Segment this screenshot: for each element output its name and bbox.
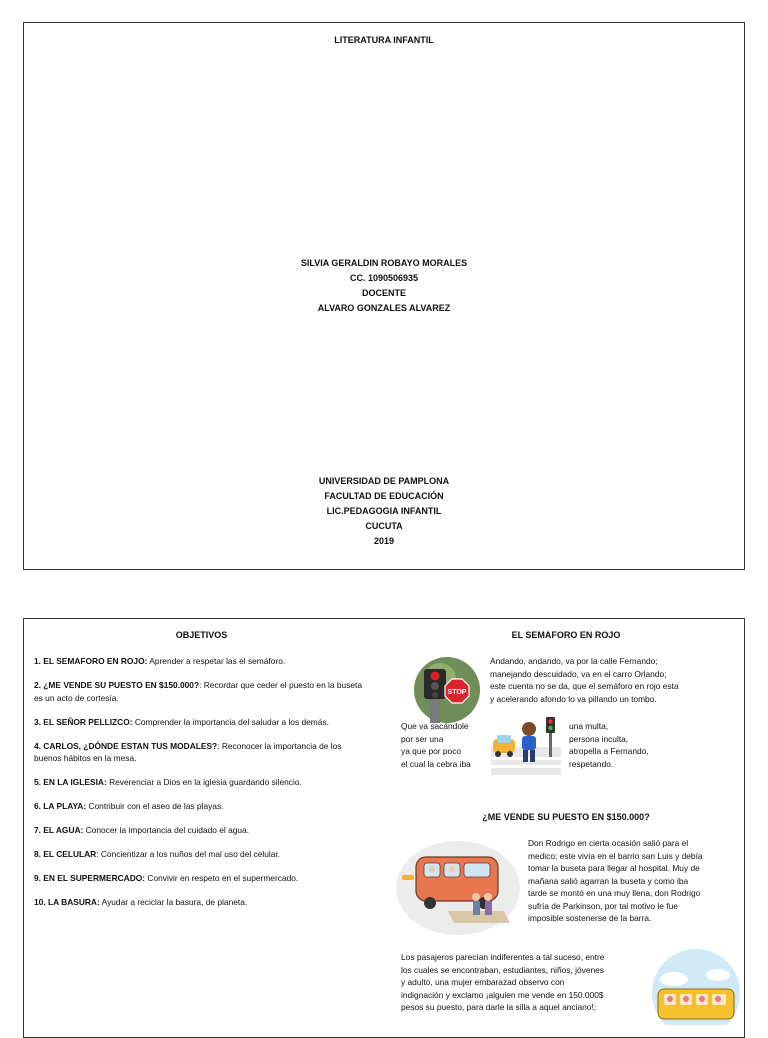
objective-text: Ayudar a reciclar la basura, de planeta. — [99, 897, 248, 907]
story2-line: pesos su puesto, para darle la silla a aquel anciano!; — [401, 1002, 597, 1012]
story2-line: sufría de Parkinson, por tal motivo le fue — [528, 900, 678, 911]
program-name: LIC.PEDAGOGIA INFANTIL — [326, 506, 442, 516]
objective-item — [34, 655, 364, 668]
teacher-name: ALVARO GONZALES ALVAREZ — [317, 303, 451, 313]
objective-text: Contribuir con el aseo de las playas. — [86, 801, 224, 811]
story2-line: Don Rodrigo en cierta ocasión salió para el — [528, 838, 689, 848]
objective-item — [34, 740, 364, 765]
story1-line: Andando, andando, va por la calle Fernando; — [490, 656, 658, 666]
school-bus-illustration — [648, 949, 744, 1025]
author-name: SILVIA GERALDIN ROBAYO MORALES — [300, 258, 468, 268]
cover-page — [23, 22, 745, 570]
story1-right-column — [569, 720, 649, 770]
story1-left-line: ya que por poco — [401, 746, 462, 756]
story1-line: manejando descuidado, va en el carro Orlando; — [490, 668, 667, 679]
author-id: CC. 1090506935 — [349, 273, 419, 283]
traffic-light-stop-illustration — [410, 657, 484, 723]
teacher-label: DOCENTE — [361, 288, 406, 298]
objective-label: 4. CARLOS, ¿DÓNDE ESTAN TUS MODALES? — [34, 740, 218, 751]
objective-label: 10. LA BASURA: — [34, 897, 100, 907]
objective-text: Comprender la importancia del saludar a los demás. — [132, 716, 329, 727]
objective-text: Reverenciar a Dios en la iglesia guardando silencio. — [106, 777, 302, 787]
objective-item — [34, 824, 364, 837]
objective-text: Aprender a respetar las el semáforo. — [147, 656, 286, 666]
faculty-name: FACULTAD DE EDUCACIÓN — [324, 491, 444, 501]
story1-right-line: una multa, — [569, 721, 609, 731]
story1-left-line: Que va sacándole — [401, 721, 469, 731]
objective-label: 6. LA PLAYA: — [34, 801, 87, 811]
objective-item — [34, 896, 364, 909]
story2-line: tomar la buseta para llegar al hospital. Muy de — [528, 863, 700, 873]
author-block — [24, 256, 744, 316]
objective-label: 2. ¿ME VENDE SU PUESTO EN $150.000? — [34, 680, 200, 690]
objective-label: 8. EL CELULAR — [34, 849, 97, 859]
story1-paragraph — [490, 655, 679, 705]
bus-passenger-illustration — [394, 839, 522, 937]
objective-label: 7. EL AGUA: — [34, 825, 84, 835]
year: 2019 — [373, 536, 395, 546]
objective-item — [34, 716, 364, 729]
objective-text: Convivir en respeto en el supermercado. — [145, 873, 299, 883]
child-crossing-illustration — [491, 713, 561, 775]
story2-heading: ¿ME VENDE SU PUESTO EN $150.000? — [482, 812, 650, 822]
objectives-heading: OBJETIVOS — [175, 630, 228, 640]
cover-title: LITERATURA INFANTIL — [334, 35, 434, 45]
story2-line: indignación y exclamo ¡alguien me vende en 150.000$ — [401, 989, 604, 1000]
story1-right-line: persona inculta, — [569, 733, 629, 744]
story2-line: los cuales se encontraban, estudiantes, niños, jóvenes — [401, 964, 604, 975]
objectives-list — [34, 655, 364, 920]
objective-text: : Recordar que ceder el puesto en la buseta es un acto de cortesía. — [34, 680, 363, 703]
stop-sign-text: STOP — [447, 689, 467, 696]
story2-paragraph-1 — [528, 837, 703, 925]
objective-label: 1. EL SEMAFORO EN ROJO: — [34, 656, 148, 666]
objective-item — [34, 800, 364, 813]
story1-right-line: atropella a Fernando, — [569, 746, 649, 756]
story1-left-column — [401, 720, 471, 770]
story1-right-line: respetando. — [569, 758, 614, 769]
story2-line: mañana salió agarran la buseta y como iba — [528, 875, 689, 886]
objective-text: Conocer la importancia del cuidado el agua. — [83, 825, 250, 835]
institution-block — [24, 474, 744, 549]
story1-left-line: por ser una — [401, 733, 444, 744]
objective-label: 3. EL SEÑOR PELLIZCO: — [34, 716, 133, 727]
objective-label: 9. EN EL SUPERMERCADO: — [34, 873, 146, 883]
story1-line: este cuenta no se da, que el semáforo en rojo esta — [490, 681, 679, 691]
objective-item — [34, 848, 364, 861]
objective-text: : Concientizar a los nuños del mal uso del celular. — [96, 849, 281, 859]
story2-line: Los pasajeros parecían indiferentes a tal suceso, entre — [401, 952, 605, 962]
story1-left-line: el cual la cebra iba — [401, 758, 471, 769]
story2-line: tarde se montó en una muy llena, don Rodrigo — [528, 888, 701, 898]
story1-heading: EL SEMAFORO EN ROJO — [511, 630, 621, 640]
objective-label: 5. EN LA IGLESIA: — [34, 777, 107, 787]
objective-item — [34, 679, 364, 704]
objective-item — [34, 872, 364, 885]
city: CUCUTA — [365, 521, 403, 531]
objective-text: : Reconocer la importancia de los buenos hábitos en la mesa. — [34, 740, 342, 763]
story2-line: y adulto, una mujer embarazad observo con — [401, 977, 565, 987]
story2-line: imposible sostenerse de la barra. — [528, 913, 652, 923]
university-name: UNIVERSIDAD DE PAMPLONA — [318, 476, 450, 486]
story1-line: y acelerando afondo lo va pillando un tombo. — [490, 693, 657, 704]
story2-line: medico; este vivía en el barrio san Luis y debía — [528, 850, 703, 861]
content-page — [23, 618, 745, 1038]
objective-item — [34, 776, 364, 789]
story2-paragraph-2 — [401, 951, 604, 1014]
